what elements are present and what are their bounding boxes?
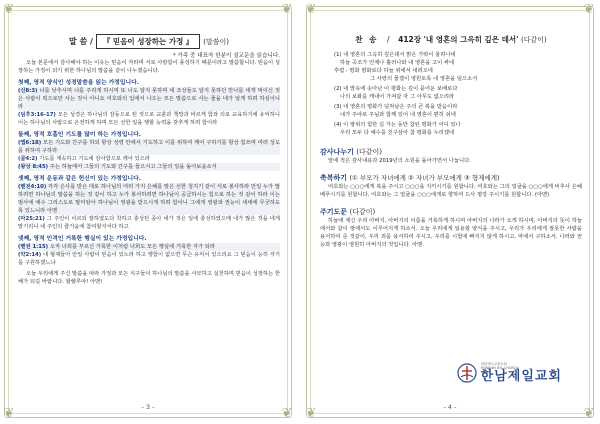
sermon-note: (말씀이) — [203, 38, 229, 46]
logo-text — [481, 362, 562, 384]
verse-text: 모든 기도와 간구를 하되 항상 성령 안에서 기도하고 이를 위하여 깨어 구하기를 항상 힘쓰며 여러 성도를 위하여 구하라 — [18, 140, 280, 154]
hymn-label: 찬 송 — [355, 35, 379, 44]
church-logo — [457, 362, 562, 384]
verse-ref-label: (왕상 8:45) — [18, 164, 49, 170]
bless-title: 축복하기 — [320, 174, 348, 182]
thanks-title-row — [320, 147, 582, 157]
church-emblem-icon — [457, 363, 477, 383]
verse-ref — [18, 139, 280, 155]
thanks-title: 감사나누기 — [320, 148, 354, 156]
corner-ornament-icon: ❦ — [3, 406, 15, 421]
verse-text: 그 주인이 이르되 잘하였도다 착하고 충성된 종아 네가 적은 일에 충성하였으매 내가 많은 것을 네게 맡기리니 네 주인의 즐거움에 참여할지어다 하고 — [18, 216, 280, 230]
heading-first: 첫째, 영적 양식인 성경말씀을 읽는 가정입니다. — [18, 80, 139, 86]
chorus-line: 후렴 : 평화 평화로다 하늘 위에서 내려오네 — [334, 68, 433, 74]
verse-ref-label: (마25:21) — [18, 216, 45, 222]
sermon-closing: 오늘 우리에게 주신 말씀을 따라 가정과 모든 식구들이 하나님의 말씀을 사모하고 실천하며 믿음이 성장하는 한해가 되길 바랍니다. 할렐루야! 아멘! — [18, 271, 280, 285]
lyric-line: (4) 이 땅위의 험한 길 가는 동안 참된 평화가 어디 있나 — [334, 122, 461, 128]
verse-ref — [18, 87, 280, 111]
verse-text: 오직 너희를 부르신 거룩한 이처럼 너희도 모든 행실에 거룩한 자가 되라 — [49, 244, 216, 250]
page-number: - 3 - — [141, 403, 155, 411]
hymn-lyrics — [320, 49, 582, 139]
verse-ref — [18, 215, 280, 231]
heading-second: 둘째, 영적 호흡인 기도를 많이 하는 가정입니다. — [18, 132, 141, 138]
verse-text: 내 형제들아 만일 사람이 믿음이 있노라 하고 행함이 없으면 무슨 유익이 있으리요 그 믿음이 능히 자기를 구원하겠느냐 — [18, 252, 280, 266]
verse-ref — [18, 163, 280, 171]
logo-denomination: 대한예수교장로회 — [480, 362, 507, 366]
chorus-line: 그 사랑의 물결이 영원토록 내 영혼을 덮으소서 — [370, 76, 478, 82]
sermon-title-row — [18, 34, 280, 49]
lyric-line: 우리 모두 다 예수를 친구삼아 참 평화를 누리겠네 — [340, 130, 455, 136]
verse-ref — [18, 183, 280, 215]
page-3 — [3, 2, 293, 421]
lyric-line: (1) 내 영혼의 그윽히 깊은데서 맑은 가락이 울려나네 — [334, 52, 456, 58]
prayer-title-row — [320, 207, 582, 217]
verse-text: 모든 성경은 하나님의 감동으로 된 것으로 교훈과 책망과 바르게 함과 의로 교육하기에 유익하니 이는 하나님의 사람으로 온전하게 하며 모든 선한 일을 행할 능력을 갖추게 하려 함이라 — [18, 112, 280, 126]
verse-ref-label: (약2:14) — [18, 252, 42, 258]
verse-ref — [18, 155, 280, 163]
verse-ref-label: (딤후3:16-17) — [18, 112, 56, 118]
thanks-note: (다같이) — [356, 148, 382, 156]
lyric-line: 하늘 곡조가 언제나 흘러나와 내 영혼을 고이 싸네 — [340, 60, 455, 66]
verse-text: 주는 하늘에서 그들의 기도와 간구를 들으시고 그들의 일을 돌아보옵소서 — [49, 164, 217, 170]
hymn-note: (다같이) — [521, 36, 547, 44]
prayer-note: (다같이) — [349, 208, 376, 216]
logo-church-name: 한남제일교회 — [480, 369, 562, 384]
verse-text: 기도를 계속하고 기도에 감사함으로 깨어 있으라 — [39, 156, 150, 162]
verse-ref — [18, 243, 280, 251]
lyric-line: 내가 주야로 주님과 함께 있어 내 영혼이 편히 쉬네 — [340, 112, 456, 118]
lyric-line: (2) 내 맘속에 솟아난 이 평화는 깊이 묻어둔 보배로다 — [334, 86, 458, 92]
prayer-title: 주기도문 — [320, 208, 348, 216]
verse-ref-label: (엡6:18) — [18, 140, 42, 146]
sermon-label: 말 씀 / — [69, 37, 93, 46]
verse-ref-label: (신8:3) — [18, 88, 38, 94]
verse-ref-label: (골4:2) — [18, 156, 38, 162]
thanks-body: 앞에 적은 감사내용과 2019년의 소원을 돌아가면서 나눕니다. — [328, 158, 471, 164]
verse-ref — [18, 251, 280, 267]
bless-options: (① 부모가 자녀에게 ② 자녀가 부모에게 ③ 형제에게) — [349, 174, 500, 182]
corner-ornament-icon: ❦ — [281, 406, 293, 421]
page-4 — [305, 2, 595, 421]
verse-ref — [18, 111, 280, 127]
lyric-line: 나의 보화를 캐내어 가져갈 자 그 아무도 없으리라 — [340, 94, 455, 100]
hymn-separator: / — [386, 35, 390, 44]
corner-ornament-icon: ❦ — [583, 2, 595, 17]
heading-fourth: 넷째, 영적 인격인 거룩한 행실이 있는 가정입니다. — [18, 236, 147, 242]
sermon-subtitle: * 가족 중 대표자 한분이 설교문을 읽습니다. — [172, 53, 280, 59]
sermon-intro: 오늘 본문에서 감사해야 하는 이유는 믿음이 자라며 서로 사랑함이 풍성하기 때문이라고 말씀합니다. 믿음이 성장하는 가정이 되기 위한 하나님의 말씀을 같이 나누겠습니다. — [18, 60, 280, 74]
page-number: - 4 - — [443, 403, 457, 411]
prayer-body: 하늘에 계신 우리 아버지, 아버지의 이름을 거룩하게 하시며 아버지의 나라가 오게 하시며, 아버지의 뜻이 하늘에서와 같이 땅에서도 이루어지게 하소서. 오늘 우리에게 일용할 양식을 주시고, 우리가 우리에게 잘못한 사람을 용서하여 준 것같이, 우리 죄를 용서하여 주시고, 우리를 시험에 빠지지 않게 하시고, 악에서 구하소서. 나라와 권능과 영광이 영원히 아버지의 것입니다. 아멘. — [320, 218, 582, 248]
page-3-content — [18, 18, 280, 396]
logo-english-name: HANNAM JEIL CHURCH — [480, 366, 519, 370]
verse-ref-label: (벧전4:10) — [18, 184, 47, 190]
corner-ornament-icon: ❦ — [583, 406, 595, 421]
hymn-title-row — [320, 34, 582, 45]
hymn-title: 412장 '내 영혼의 그윽히 깊은 데서' — [398, 35, 519, 44]
verse-text: 각각 은사를 받은 대로 하나님의 여러 가지 은혜를 맡은 선한 청지기 같이 서로 봉사하라 만일 누가 말하려면 하나님의 말씀을 하는 것 같이 하고 누가 봉사하려면 하나님이 공급하시는 힘으로 하는 것 같이 하라 이는 범사에 예수 그리스도로 말미암아 하나님이 영광을 받으시게 하려 함이니 그에게 영광과 권능이 세세에 무궁하도록 있느니라 아멘 — [18, 184, 280, 214]
verse-ref-label: (벧전 1:15) — [18, 244, 49, 250]
page-4-content — [320, 18, 582, 396]
sermon-title: 『 믿음이 성장하는 가정 』 — [96, 34, 201, 49]
bless-body: 여호와는 ○○○에게 복을 주시고 ○○○을 지키시기를 원합니다. 여호와는 그의 얼굴을 ○○○에게 비추사 은혜 베푸시기를 원합니다. 여호와는 그 얼굴을 ○○○에게로 향하여 드사 평강 주시기를 원합니다. (아멘) — [320, 184, 582, 198]
corner-ornament-icon: ❦ — [281, 2, 293, 17]
heading-third: 셋째, 영적 운동과 같은 헌신이 있는 가정입니다. — [18, 176, 141, 182]
lyric-line: (3) 내 영혼의 평화가 넘쳐남은 주의 큰 복을 받음이라 — [334, 104, 458, 110]
bless-title-row — [320, 173, 582, 183]
verse-text: 너를 낮추시며 너를 주리게 하시며 또 너도 알지 못하며 네 조상들도 알지 못하던 만나를 네게 먹이신 것은 사람이 떡으로만 사는 것이 아니요 여호와의 입에서 나오는 모든 말씀으로 사는 줄을 네가 알게 하려 하심이니라 — [18, 88, 280, 110]
corner-ornament-icon: ❦ — [305, 2, 317, 17]
corner-ornament-icon: ❦ — [3, 2, 15, 17]
corner-ornament-icon: ❦ — [305, 406, 317, 421]
